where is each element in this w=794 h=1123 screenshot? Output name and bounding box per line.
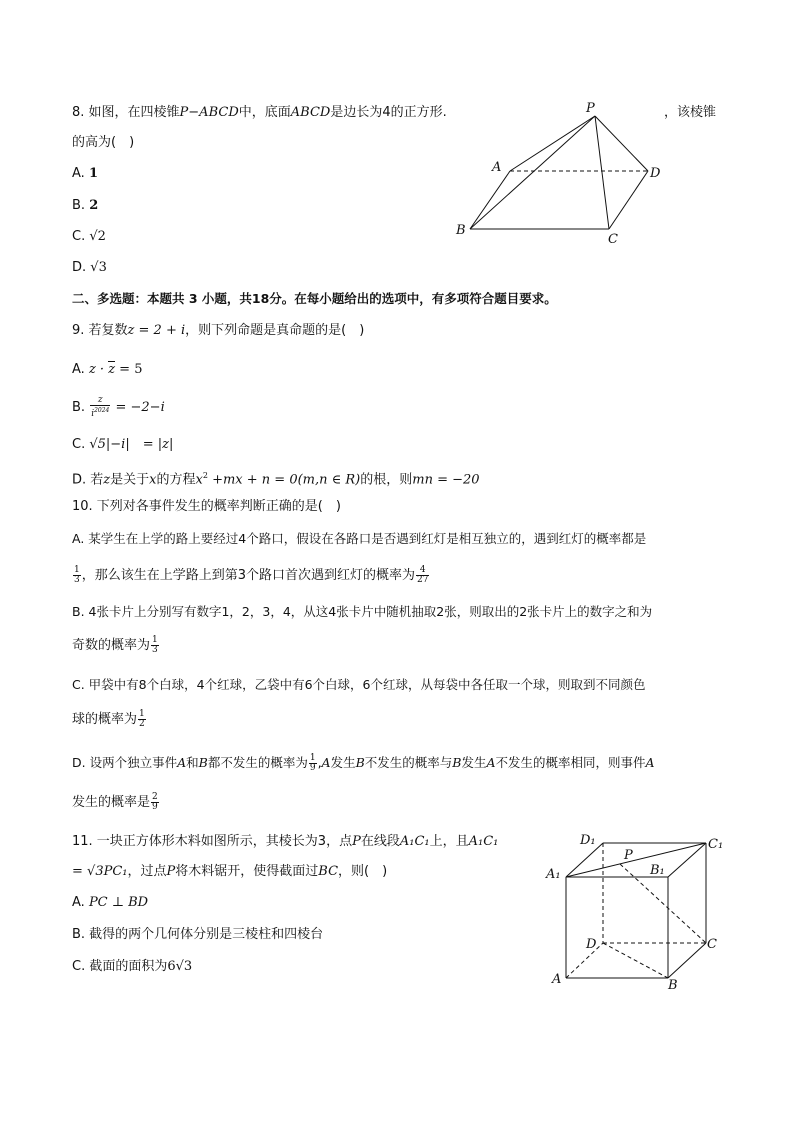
q11-line2-b: ，过点 <box>127 864 167 879</box>
q10-d-t3: 都不发生的概率为 <box>207 755 308 770</box>
q9-option-d-z: z <box>103 472 111 488</box>
q10-d-t5: 发生 <box>330 755 356 770</box>
q10-a-frac1-den: 3 <box>74 575 80 585</box>
label-c: C <box>608 232 618 246</box>
label-d: D <box>586 937 597 952</box>
edge-ab <box>470 171 510 229</box>
q10-option-c-line2 <box>72 710 147 729</box>
q8-option-a-label: A. <box>72 166 89 181</box>
cube-figure <box>540 826 730 994</box>
q10-a-frac1 <box>73 566 81 585</box>
q10-d-B2: B <box>355 755 365 770</box>
q8-stem-a: 8. 如图，在四棱锥 <box>72 105 180 120</box>
q11-a1c1-b: A₁C₁ <box>468 834 499 849</box>
q9-option-d-x: x <box>149 472 157 488</box>
q10-c-text: 球的概率为 <box>72 712 138 727</box>
edge-b-c <box>668 943 706 978</box>
q8-option-b-label: B. <box>72 198 90 213</box>
q10-c-frac <box>138 710 146 729</box>
q10-stem: 10. 下列对各事件发生的概率判断正确的是( ) <box>72 499 341 514</box>
q8-stem-c: 是边长为4的正方形. <box>330 105 447 120</box>
pyramid-figure <box>450 98 670 246</box>
q9-option-d-eq: x <box>195 472 203 488</box>
q9-option-d-mn: mn = −20 <box>412 472 480 488</box>
q10-d2-frac <box>151 793 159 812</box>
q9-stem-a: 9. 若复数 <box>72 323 128 338</box>
q11-line2-d: ，则( ) <box>338 864 388 879</box>
q9-option-b <box>72 396 165 419</box>
q9-option-d-b: 的方程 <box>156 472 196 488</box>
q8-stem-line2: 的高为( ) <box>72 135 135 150</box>
q11-option-a <box>72 894 148 912</box>
q8-option-c-value: √2 <box>89 229 106 244</box>
q10-d2-frac-den: 9 <box>152 802 158 812</box>
q9-option-b-den-exp: 2024 <box>94 407 110 414</box>
q9-option-d-a: 是关于 <box>110 472 150 488</box>
label-b1: B₁ <box>650 863 665 878</box>
q11-option-a-label: A. <box>72 895 89 910</box>
label-a: A <box>492 160 502 175</box>
q10-c-frac-den: 2 <box>139 719 145 729</box>
q8-option-c-label: C. <box>72 229 90 244</box>
q11-option-a-value: PC ⊥ BD <box>88 895 149 910</box>
label-b: B <box>668 978 678 993</box>
q11-eq: = <box>72 864 88 879</box>
q10-d-A2: A <box>321 755 331 770</box>
q10-c-frac-num: 1 <box>139 709 145 719</box>
q8-stem-line1 <box>72 104 447 122</box>
q11-p: P <box>352 834 361 849</box>
q11-eq-expr: √3PC₁ <box>87 864 128 879</box>
q11-option-c-value: 6√3 <box>167 959 193 974</box>
q10-option-b-line1: B. 4张卡片上分别写有数字1，2，3，4，从这4张卡片中随机抽取2张，则取出的2张卡片上的数字之和为 <box>72 604 653 619</box>
q9-option-a <box>72 361 142 379</box>
q10-d-t8: 不发生的概率相同，则事件 <box>495 755 646 770</box>
q11-line2-c: 将木料锯开，使得截面过 <box>175 864 319 879</box>
q8-option-d-value: √3 <box>90 260 107 275</box>
q9-option-d-label: D. 若 <box>72 472 104 488</box>
q9-option-d-c: 的根，则 <box>360 472 413 488</box>
q10-a-frac2-den: 27 <box>417 575 429 585</box>
edge-a-d-hidden <box>566 943 603 978</box>
q11-line2-bc: BC <box>318 864 339 879</box>
q11-a1c1: A₁C₁ <box>399 834 430 849</box>
q10-d-B: B <box>198 755 208 770</box>
label-d: D <box>650 166 661 181</box>
q9-option-d-eq-rest: +mx + n = 0(m,n ∈ R) <box>207 472 361 488</box>
q10-option-a-line1: A. 某学生在上学的路上要经过4个路口，假设在各路口是否遇到红灯是相互独立的，遇到红灯的概率都是 <box>72 531 647 546</box>
q8-option-b <box>72 197 98 215</box>
q11-option-b: B. 截得的两个几何体分别是三棱柱和四棱台 <box>72 927 324 942</box>
label-a: A <box>552 972 562 987</box>
q11-stem-b: 在线段 <box>360 834 400 849</box>
q9-option-b-den <box>90 406 110 419</box>
label-d1: D₁ <box>580 833 596 848</box>
edge-pc <box>595 116 609 229</box>
q10-d-t7: 发生 <box>461 755 487 770</box>
edge-d1-a1 <box>566 843 603 877</box>
edge-pb <box>470 116 595 229</box>
q9-option-d-eq-exp: 2 <box>202 471 208 480</box>
q9-option-a-zbar: z <box>108 362 116 377</box>
section-2-header: 二、多选题：本题共 3 小题，共18分。在每小题给出的选项中，有多项符合题目要求。 <box>72 291 557 306</box>
q9-option-b-fraction <box>90 396 110 419</box>
label-b: B <box>456 223 466 238</box>
q10-d-frac1 <box>309 754 317 773</box>
q10-b-frac-num: 1 <box>152 635 158 645</box>
diagonal-a1-c1 <box>566 843 706 877</box>
q10-d-A: A <box>177 755 187 770</box>
q9-option-a-rest: = 5 <box>115 362 143 377</box>
q10-d-frac1-den: 9 <box>309 763 316 773</box>
q11-option-c-label: C. 截面的面积为 <box>72 959 168 974</box>
q9-option-b-num: z <box>90 396 110 406</box>
q10-d-B3: B <box>452 755 462 770</box>
q8-stem-tail: ，该棱锥 <box>664 105 717 120</box>
q10-d-frac1-num: 1 <box>309 753 316 763</box>
q10-d-t6: 不发生的概率与 <box>364 755 453 770</box>
q8-option-a-value: 1 <box>88 166 98 181</box>
q10-option-d-line2 <box>72 793 160 812</box>
q9-option-a-label: A. <box>72 362 89 377</box>
q9-option-c-label: C. <box>72 437 90 452</box>
q8-pabcd: P−ABCD <box>179 105 239 120</box>
q9-option-d <box>72 467 480 489</box>
q10-a-text: ，那么该生在上学路上到第3个路口首次遇到红灯的概率为 <box>81 568 416 583</box>
q10-a-frac2-num: 4 <box>416 566 429 576</box>
q10-a-frac2 <box>416 566 429 585</box>
q8-option-d-label: D. <box>72 260 91 275</box>
q9-option-c <box>72 436 173 454</box>
q8-abcd: ABCD <box>290 105 331 120</box>
label-c: C <box>707 937 717 952</box>
edge-cd <box>609 171 648 229</box>
q11-stem-line2 <box>72 863 387 881</box>
q8-option-a <box>72 165 98 183</box>
q9-stem-b: ，则下列命题是真命题的是( ) <box>185 323 365 338</box>
label-p: P <box>586 101 595 116</box>
q9-option-c-expr: √5|−i| = |z| <box>89 437 174 452</box>
label-c1: C₁ <box>708 837 724 852</box>
q10-a-frac1-num: 1 <box>74 565 80 575</box>
label-p: P <box>624 848 633 863</box>
q9-option-b-label: B. <box>72 400 90 415</box>
q9-z-eq: z = 2 + i <box>127 323 186 338</box>
q10-d2-text: 发生的概率是 <box>72 795 151 810</box>
q11-option-c <box>72 958 192 976</box>
edge-pa <box>510 116 595 171</box>
q10-d-t2: 和 <box>186 755 199 770</box>
label-a1: A₁ <box>546 867 561 882</box>
q9-option-b-rest: = −2−i <box>111 400 165 415</box>
q11-stem-c: 上，且 <box>429 834 469 849</box>
q10-d-t1: D. 设两个独立事件 <box>72 755 178 770</box>
q10-option-b-line2 <box>72 636 160 655</box>
q8-option-b-value: 2 <box>89 198 99 213</box>
q10-option-a-line2 <box>72 566 430 585</box>
q10-d-A3: A <box>486 755 496 770</box>
edge-d-b-hidden <box>603 943 668 978</box>
q8-option-c <box>72 228 106 246</box>
q11-stem-a: 11. 一块正方体形木料如图所示，其棱长为3，点 <box>72 834 353 849</box>
q10-d-t4: , <box>317 755 322 770</box>
q10-d2-frac-num: 2 <box>152 792 158 802</box>
q10-option-d-line1 <box>72 754 655 773</box>
edge-pd <box>595 116 648 171</box>
q10-b-frac <box>151 636 159 655</box>
q10-option-c-line1: C. 甲袋中有8个白球，4个红球，乙袋中有6个白球，6个红球，从每袋中各任取一个球，则取到不同颜色 <box>72 677 646 692</box>
q11-line2-p: P <box>166 864 176 879</box>
q9-stem <box>72 322 364 340</box>
q10-d-A4: A <box>645 755 655 770</box>
q8-option-d <box>72 259 107 277</box>
q10-b-text: 奇数的概率为 <box>72 638 151 653</box>
q10-b-frac-den: 3 <box>152 645 158 655</box>
q8-stem-b: 中，底面 <box>238 105 291 120</box>
q9-option-a-expr: z · <box>88 362 109 377</box>
q11-stem-line1 <box>72 833 498 851</box>
q9-option-b-den-base: i <box>91 409 95 419</box>
